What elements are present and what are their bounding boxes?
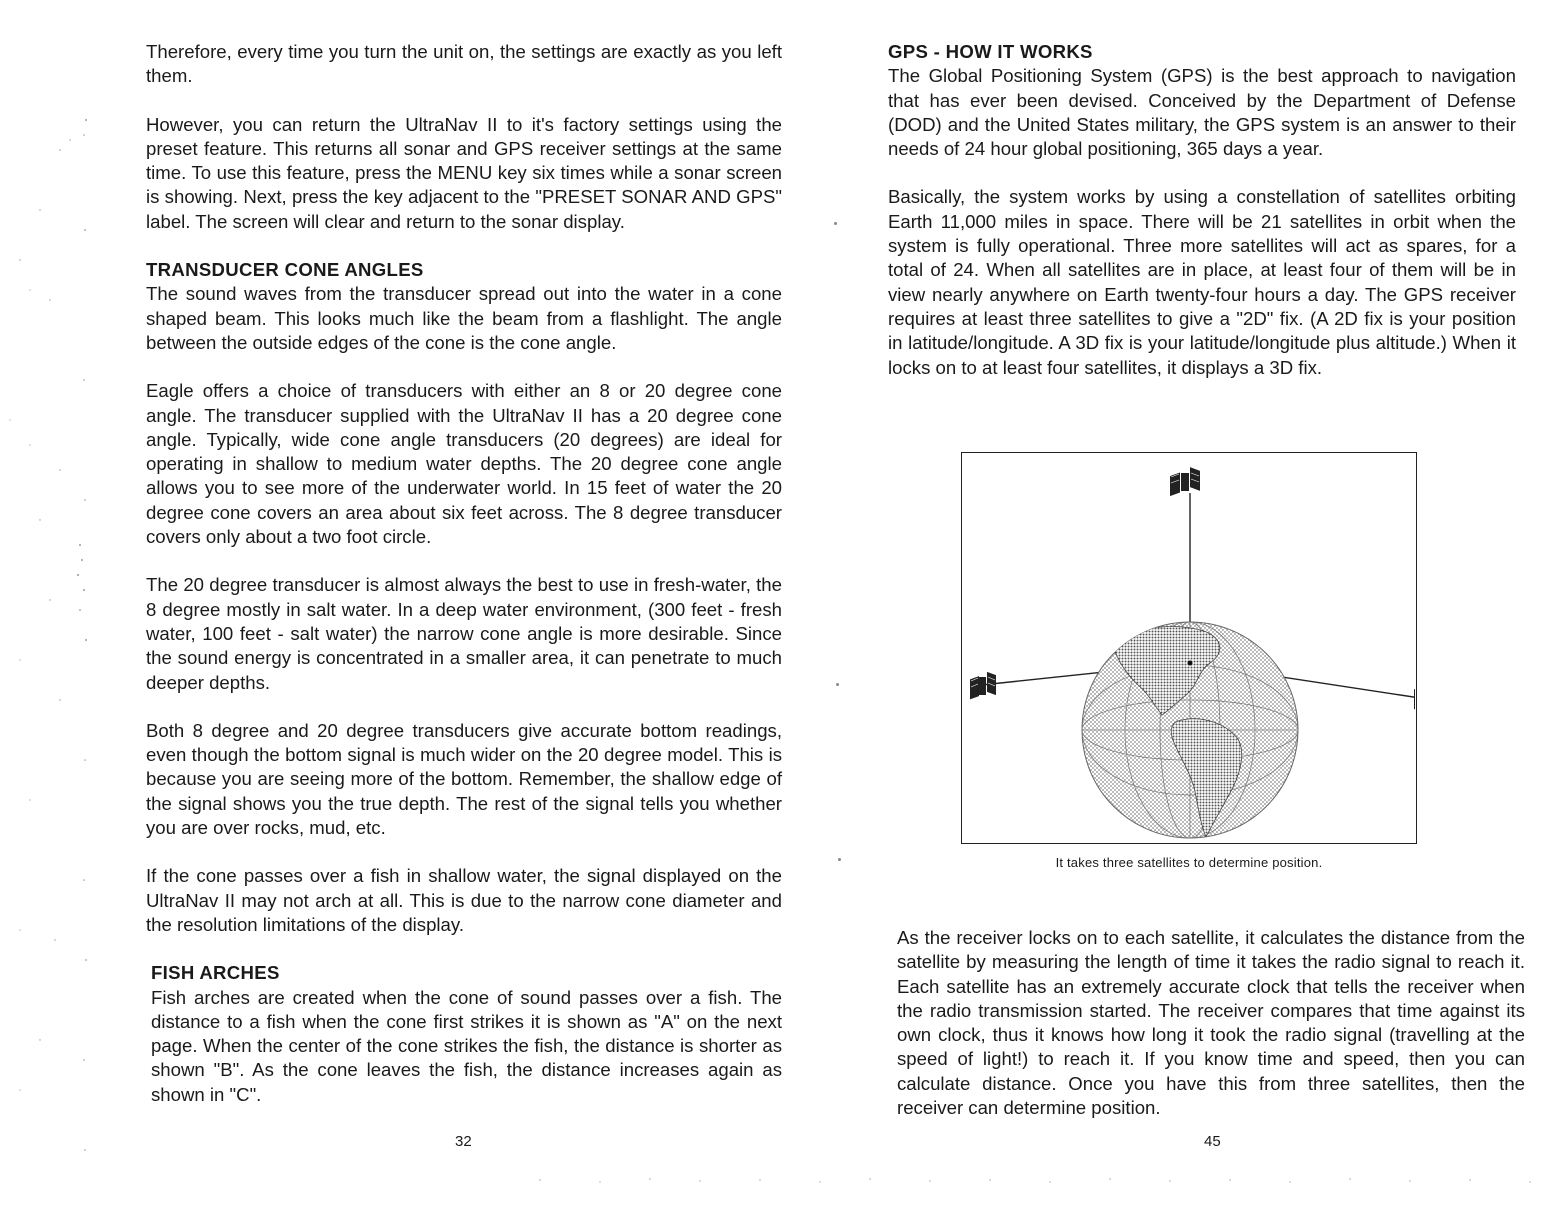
satellite-diagram xyxy=(962,453,1415,842)
satellite-icon-top xyxy=(1170,467,1200,496)
paragraph: Both 8 degree and 20 degree transducers give accurate bottom readings, even though the bottom signal is much wider on the 20 degree model. This is because you are seeing more of the bottom. Remember, the shallow edge of the signal shows you the true depth. The rest of the signal tells you whether you are over rocks, mud, etc. xyxy=(146,719,782,839)
section-heading-transducer: TRANSDUCER CONE ANGLES xyxy=(146,259,424,281)
paragraph: However, you can return the UltraNav II to it's factory settings using the preset feature. This returns all sonar and GPS receiver settings at the same time. To use this feature, press the MENU key six times while a sonar screen is showing. Next, press the key adjacent to the "PRESET SONAR AND GPS" label. The screen will clear and return to the sonar display. xyxy=(146,113,782,232)
gps-satellite-figure xyxy=(961,452,1417,844)
paragraph: The sound waves from the transducer spread out into the water in a cone shaped beam. This looks much like the beam from a flashlight. The angle between the outside edges of the cone is the cone angle. xyxy=(146,283,782,353)
page-number: 45 xyxy=(1204,1133,1221,1150)
globe-icon xyxy=(1082,622,1298,838)
paragraph: Eagle offers a choice of transducers with either an 8 or 20 degree cone angle. The transducer supplied with the UltraNav II has a 20 degree cone angle. Typically, wide cone angle transducers (20 degrees) are ideal for operating in shallow to medium water depths. The 20 degree cone angle allows you to see more of the underwater world. In 15 feet of water the 20 degree cone covers an area about six feet across. The 8 degree transducer covers only about a two foot circle. xyxy=(146,380,782,548)
satellite-icon-left xyxy=(970,672,996,700)
satellite-icon-right xyxy=(1414,682,1415,710)
right-page-text-bottom xyxy=(897,926,1525,1144)
paragraph: The 20 degree transducer is almost always the best to use in fresh-water, the 8 degree mostly in salt water. In a deep water environment, (300 feet - fresh water, 100 feet - salt water) the narrow cone angle is more desirable. Since the sound energy is concentrated in a smaller area, it can penetrate to much deeper depths. xyxy=(146,574,782,693)
paragraph: Fish arches are created when the cone of sound passes over a fish. The distance to a fish when the cone first strikes it is shown as "A" on the next page. When the center of the cone strikes the fish, the distance is shorter as shown "B". As the cone leaves the fish, the distance increases again as shown in "C". xyxy=(151,986,782,1105)
paragraph: If the cone passes over a fish in shallow water, the signal displayed on the UltraNav II may not arch at all. This is due to the narrow cone diameter and the resolution limitations of the display. xyxy=(146,865,782,935)
left-page-text xyxy=(146,40,782,1131)
paragraph: The Global Positioning System (GPS) is the best approach to navigation that has ever been devised. Conceived by the Department of Defense (DOD) and the United States military, the GPS system is an answer to their needs of 24 hour global positioning, 365 days a year. xyxy=(888,65,1516,160)
figure-caption: It takes three satellites to determine position. xyxy=(1055,855,1323,870)
paragraph: Therefore, every time you turn the unit on, the settings are exactly as you left them. xyxy=(146,41,782,87)
section-heading-fish-arches: FISH ARCHES xyxy=(151,962,280,984)
paragraph: As the receiver locks on to each satellite, it calculates the distance from the satellite by measuring the length of time it takes the radio signal to reach it. Each satellite has an extremely accurate clock that tells the receiver when the radio transmission started. The receiver compares that time against its own clock, thus it knows how long it took the radio signal (travelling at the speed of light!) to reach it. If you know time and speed, then you can calculate distance. Once you have this from three satellites, then the receiver can determine position. xyxy=(897,927,1525,1119)
right-page xyxy=(784,0,1567,1223)
right-page-text-top xyxy=(888,40,1516,404)
paragraph: Basically, the system works by using a constellation of satellites orbiting Earth 11,000 miles in space. There will be 21 satellites in orbit when the system is fully operational. Three more satellites will act as spares, for a total of 24. When all satellites are in place, at least four of them will be in view nearly anywhere on Earth twenty-four hours a day. The GPS receiver requires at least three satellites to give a "2D" fix. (A 2D fix is your position in latitude/longitude. A 3D fix is your latitude/longitude plus altitude.) When it locks on to at least four satellites, it displays a 3D fix. xyxy=(888,186,1516,378)
section-heading-gps: GPS - HOW IT WORKS xyxy=(888,41,1093,62)
page-number: 32 xyxy=(455,1133,472,1150)
